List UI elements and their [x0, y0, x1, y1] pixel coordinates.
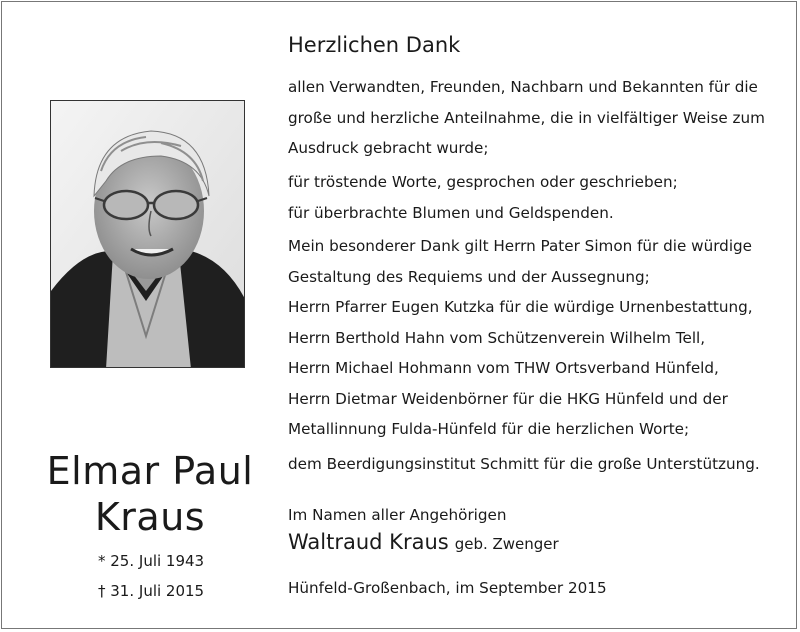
- text-line: Herrn Michael Hohmann vom THW Ortsverband Hünfeld,: [288, 359, 719, 377]
- signature-intro: Im Namen aller Angehörigen: [288, 506, 507, 524]
- text-line: Herrn Pfarrer Eugen Kutzka für die würdige Urnenbestattung,: [288, 298, 753, 316]
- deceased-first-names: Elmar Paul: [46, 449, 254, 493]
- death-date: † 31. Juli 2015: [98, 582, 205, 600]
- text-line: Metallinnung Fulda-Hünfeld für die herzlichen Worte;: [288, 420, 690, 438]
- signature-birth-name: geb. Zwenger: [454, 535, 559, 553]
- paragraph-special-thanks: [288, 231, 753, 445]
- text-line: für tröstende Worte, gesprochen oder geschrieben;: [288, 173, 678, 191]
- text-line: Gestaltung des Requiems und der Aussegnung;: [288, 267, 650, 286]
- signature: [288, 530, 559, 554]
- text-line: Mein besonderer Dank gilt Herrn Pater Simon für die würdige: [288, 237, 753, 255]
- text-line: Herrn Dietmar Weidenbörner für die HKG Hünfeld und der: [288, 389, 728, 408]
- text-line: für überbrachte Blumen und Geldspenden.: [288, 203, 614, 222]
- heading: Herzlichen Dank: [288, 33, 461, 57]
- deceased-name: [20, 448, 280, 540]
- portrait-photo: [50, 100, 245, 368]
- paragraph-words-flowers: [288, 167, 678, 228]
- text-line: Herrn Berthold Hahn vom Schützenverein Wilhelm Tell,: [288, 328, 706, 347]
- place-date: Hünfeld-Großenbach, im September 2015: [288, 579, 607, 597]
- life-dates: [98, 546, 204, 606]
- text-line: allen Verwandten, Freunden, Nachbarn und Bekannten für die: [288, 78, 758, 96]
- signature-name: Waltraud Kraus: [288, 530, 449, 554]
- deceased-last-name: Kraus: [94, 495, 206, 539]
- birth-date: * 25. Juli 1943: [98, 552, 205, 570]
- text-line: große und herzliche Anteilnahme, die in vielfältiger Weise zum: [288, 108, 765, 127]
- text-line: Ausdruck gebracht wurde;: [288, 139, 489, 157]
- paragraph-funeral-home: dem Beerdigungsinstitut Schmitt für die große Unterstützung.: [288, 455, 760, 473]
- paragraph-thanks: [288, 72, 765, 164]
